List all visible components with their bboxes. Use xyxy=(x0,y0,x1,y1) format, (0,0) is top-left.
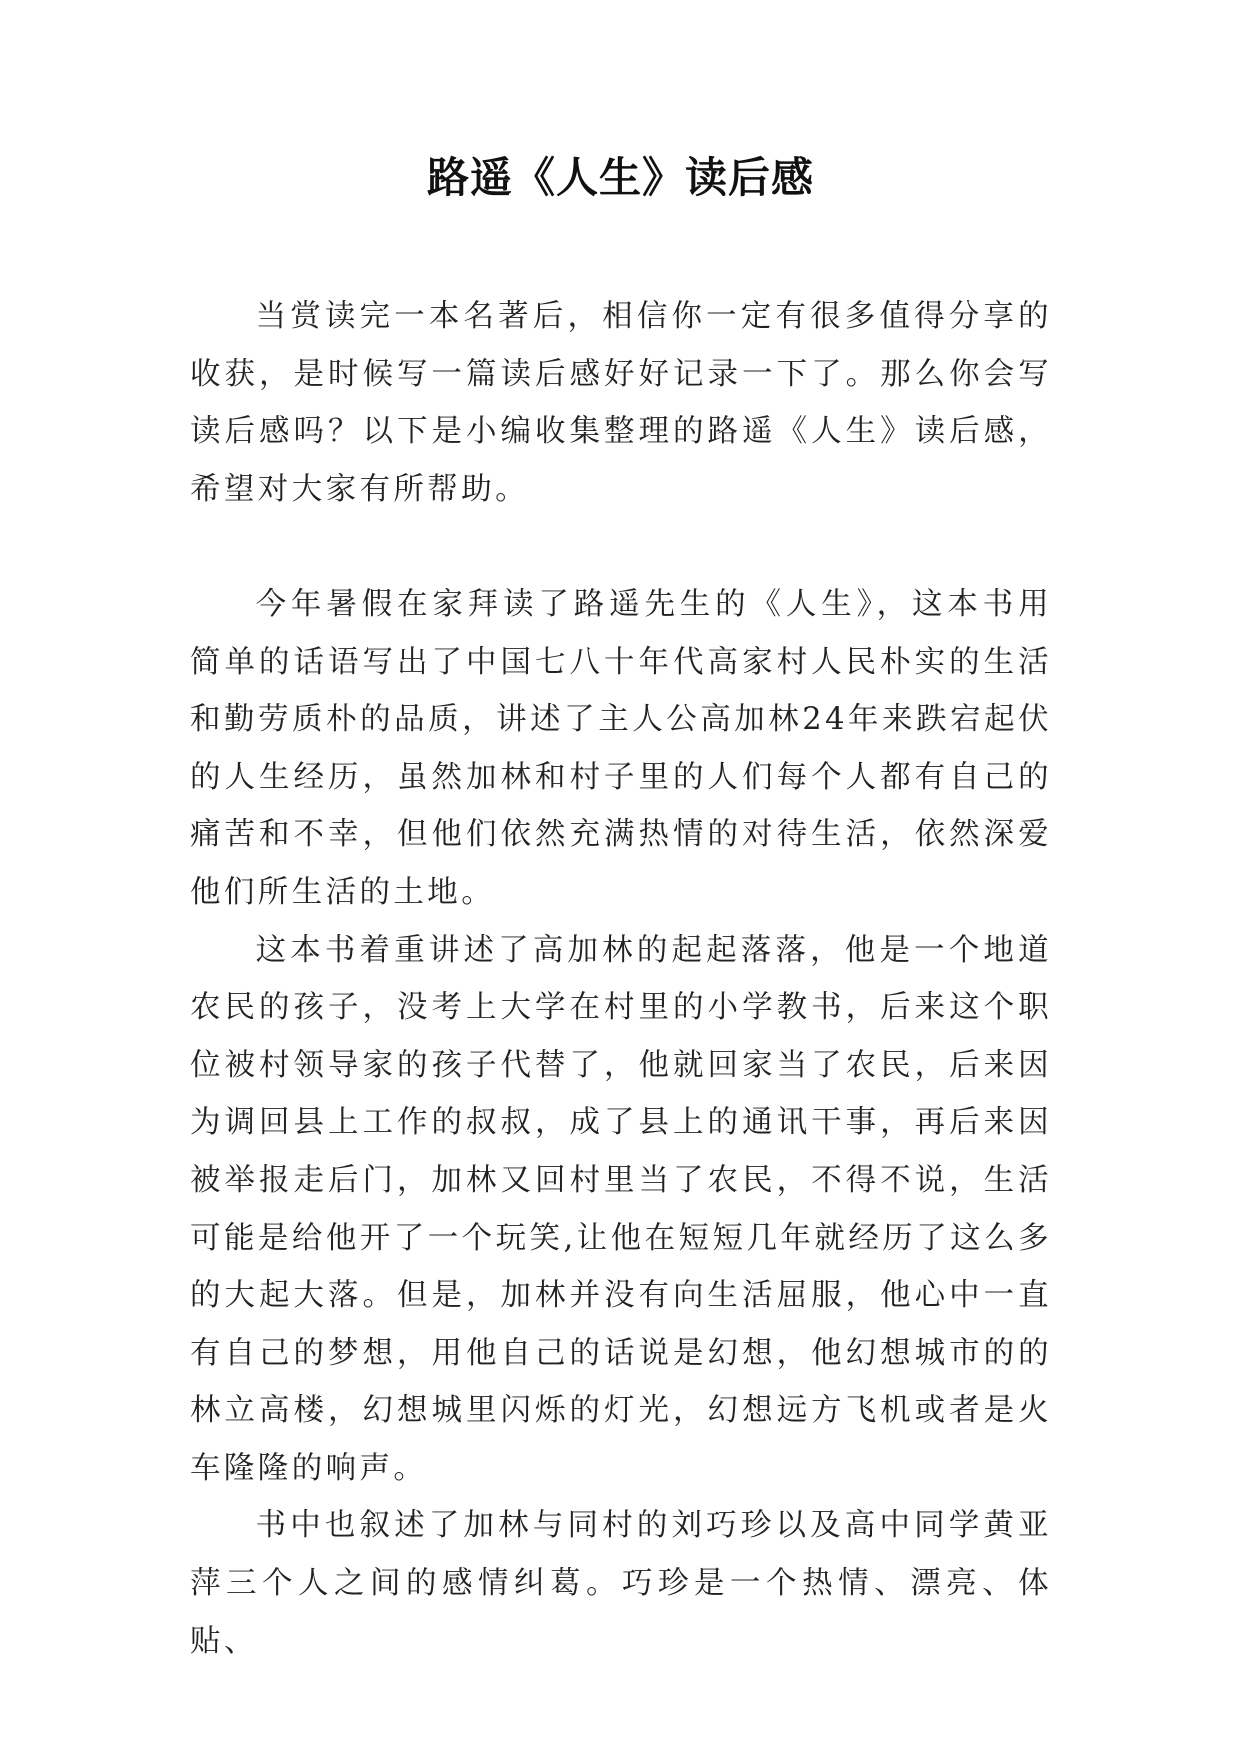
paragraph: 今年暑假在家拜读了路遥先生的《人生》，这本书用简单的话语写出了中国七八十年代高家村人民朴实的生活和勤劳质朴的品质，讲述了主人公高加林24年来跌宕起伏的人生经历，虽然加林和村子里的人们每个人都有自己的痛苦和不幸，但他们依然充满热情的对待生活，依然深爱他们所生活的土地。 xyxy=(190,586,1052,910)
document-title: 路遥《人生》读后感 xyxy=(426,153,814,202)
document-body xyxy=(190,288,1052,1670)
paragraph: 书中也叙述了加林与同村的刘巧珍以及高中同学黄亚萍三个人之间的感情纠葛。巧珍是一个热情、漂亮、体贴、 xyxy=(190,1508,1052,1659)
paragraph-intro: 当赏读完一本名著后，相信你一定有很多值得分享的收获，是时候写一篇读后感好好记录一下了。那么你会写读后感吗？以下是小编收集整理的路遥《人生》读后感，希望对大家有所帮助。 xyxy=(190,299,1052,507)
paragraph: 这本书着重讲述了高加林的起起落落，他是一个地道农民的孩子，没考上大学在村里的小学教书，后来这个职位被村领导家的孩子代替了，他就回家当了农民，后来因为调回县上工作的叔叔，成了县上的通讯干事，再后来因被举报走后门，加林又回村里当了农民，不得不说，生活可能是给他开了一个玩笑,让他在短短几年就经历了这么多的大起大落。但是，加林并没有向生活屈服，他心中一直有自己的梦想，用他自己的话说是幻想，他幻想城市的的林立高楼，幻想城里闪烁的灯光，幻想远方飞机或者是火车隆隆的响声。 xyxy=(190,932,1052,1486)
